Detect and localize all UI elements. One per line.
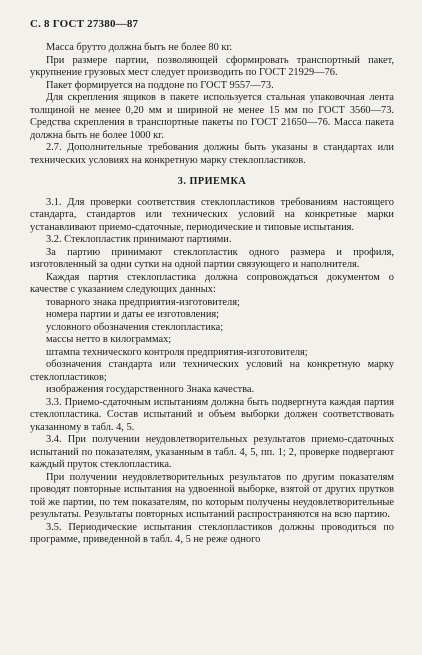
list-item: массы нетто в килограммах; xyxy=(46,334,172,345)
paragraph: За партию принимают стеклопластик одного размера и профиля, изготовленный за одни сутки на одной партии связующего и наполнителя. xyxy=(30,246,394,270)
paragraph: 3.2. Стеклопластик принимают партиями. xyxy=(46,234,232,245)
paragraph: 2.7. Дополнительные требования должны быть указаны в стандартах или технических условиях на конкретную марку стеклопластиков. xyxy=(30,142,394,166)
paragraph: При получении неудовлетворительных результатов по другим показателям проводят повторные испытания на удвоенной выборке, взятой от других прутков той же партии, по тем показателям, по которым получены неудовлетворительные результаты. Результаты повторных испытаний распространяются на всю партию. xyxy=(30,471,394,520)
list-item: изображения государственного Знака качества. xyxy=(46,384,255,395)
paragraph: Для скрепления ящиков в пакете используется стальная упаковочная лента толщиной не менее 0,20 мм и шириной не менее 15 мм по ГОСТ 3560—73. Средства скрепления в транспортные пакеты по ГОСТ 21650—76. Масса пакета должна быть не более 1000 кг. xyxy=(30,92,394,141)
paragraph: Каждая партия стеклопластика должна сопровождаться документом о качестве с указанием следующих данных: xyxy=(30,271,394,295)
document-body xyxy=(30,42,394,547)
list-item: номера партии и даты ее изготовления; xyxy=(46,309,220,320)
paragraph: 3.4. При получении неудовлетворительных результатов приемо-сдаточных испытаний по показателям, указанным в табл. 4, 5, пп. 1; 2, проверке подвергают каждый пруток стеклопластика. xyxy=(30,434,394,470)
paragraph: Пакет формируется на поддоне по ГОСТ 9557—73. xyxy=(46,79,274,91)
paragraph: Масса брутто должна быть не более 80 кг. xyxy=(46,42,233,53)
paragraph: При размере партии, позволяющей сформировать транспортный пакет, укрупнение грузовых мест следует производить по ГОСТ 21929—76. xyxy=(30,54,394,78)
list-item: обозначения стандарта или технических условий на конкретную марку стеклопластиков; xyxy=(30,359,394,383)
paragraph: 3.1. Для проверки соответствия стеклопластиков требованиям настоящего стандарта, стандартов или технических условий на конкретные марки устанавливают приемо-сдаточные, периодические и типовые испытания. xyxy=(30,196,394,233)
section-title: 3. ПРИЕМКА xyxy=(177,176,247,187)
list-item: товарного знака предприятия-изготовителя; xyxy=(46,296,240,308)
list-item: штампа технического контроля предприятия-изготовителя; xyxy=(46,346,308,358)
paragraph: 3.3. Приемо-сдаточным испытаниям должна быть подвергнута каждая партия стеклопластика. Состав испытаний и объем выборки должен соответствовать указанному в табл. 4, 5. xyxy=(30,396,394,433)
page-header: С. 8 ГОСТ 27380—87 xyxy=(30,18,139,30)
list-item: условного обозначения стеклопластика; xyxy=(46,321,224,333)
paragraph: 3.5. Периодические испытания стеклопластиков должны проводиться по программе, приведенной в табл. 4, 5 не реже одного xyxy=(30,521,394,545)
